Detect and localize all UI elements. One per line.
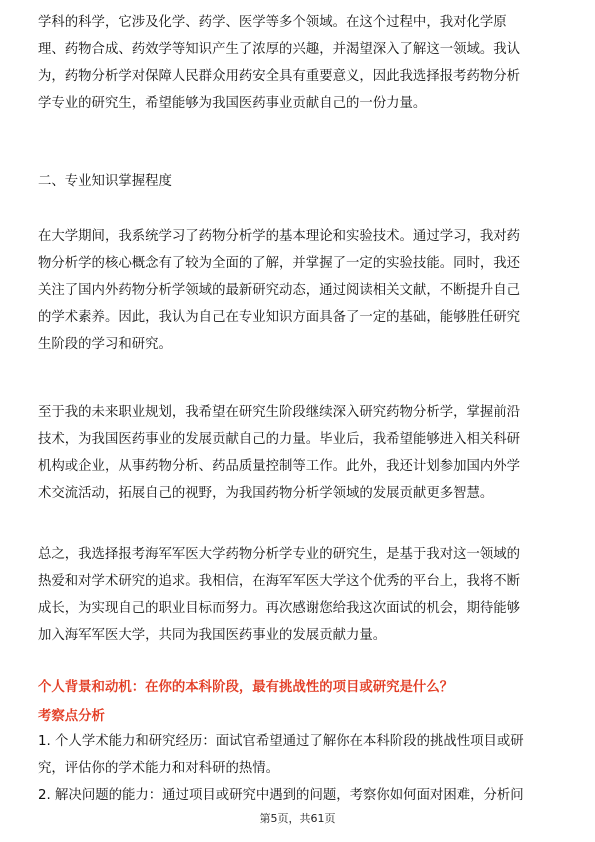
- paragraph-intro: [38, 9, 560, 117]
- text-line: 技术，为我国医药事业的发展贡献自己的力量。毕业后，我希望能够进入相关科研: [38, 432, 521, 447]
- paragraph-knowledge: [38, 223, 560, 358]
- section-heading: 二、专业知识掌握程度: [38, 174, 172, 189]
- list-item: 1. 个人学术能力和研究经历：面试官希望通过了解你在本科阶段的挑战性项目或研: [38, 734, 524, 749]
- text-line: 究，评估你的学术能力和对科研的热情。: [38, 761, 280, 776]
- text-line: 为，药物分析学对保障人民群众用药安全具有重要意义，因此我选择报考药物分析: [38, 69, 521, 84]
- page-number: 第5页，共61页: [259, 812, 336, 825]
- paragraph-conclusion: [38, 541, 560, 649]
- text-line: 成长，为实现自己的职业目标而努力。再次感谢您给我这次面试的机会，期待能够: [38, 601, 521, 616]
- text-line: 的学术素养。因此，我认为自己在专业知识方面具备了一定的基础，能够胜任研究: [38, 310, 521, 325]
- text-line: 物分析学的核心概念有了较为全面的了解，并掌握了一定的实验技能。同时，我还: [38, 256, 521, 271]
- interview-question: 个人背景和动机：在你的本科阶段，最有挑战性的项目或研究是什么？: [38, 680, 454, 695]
- text-line: 在大学期间，我系统学习了药物分析学的基本理论和实验技术。通过学习，我对药: [38, 229, 521, 244]
- analysis-heading: 考察点分析: [38, 709, 105, 724]
- text-line: 术交流活动，拓展自己的视野，为我国药物分析学领域的发展贡献更多智慧。: [38, 486, 494, 501]
- text-line: 生阶段的学习和研究。: [38, 337, 172, 352]
- text-line: 学专业的研究生，希望能够为我国医药事业贡献自己的一份力量。: [38, 96, 427, 111]
- text-line: 总之，我选择报考海军军医大学药物分析学专业的研究生，是基于我对这一领域的: [38, 547, 521, 562]
- list-item: 2. 解决问题的能力：通过项目或研究中遇到的问题，考察你如何面对困难，分析问: [38, 788, 524, 803]
- analysis-list: [38, 728, 560, 809]
- text-line: 关注了国内外药物分析学领域的最新研究动态，通过阅读相关文献，不断提升自己: [38, 283, 521, 298]
- text-line: 理、药物合成、药效学等知识产生了浓厚的兴趣，并渴望深入了解这一领域。我认: [38, 42, 521, 57]
- paragraph-career: [38, 399, 560, 507]
- text-line: 机构或企业，从事药物分析、药品质量控制等工作。此外，我还计划参加国内外学: [38, 459, 521, 474]
- text-line: 热爱和对学术研究的追求。我相信，在海军军医大学这个优秀的平台上，我将不断: [38, 574, 521, 589]
- text-line: 加入海军军医大学，共同为我国医药事业的发展贡献力量。: [38, 628, 387, 643]
- text-line: 至于我的未来职业规划，我希望在研究生阶段继续深入研究药物分析学，掌握前沿: [38, 405, 521, 420]
- text-line: 学科的科学，它涉及化学、药学、医学等多个领域。在这个过程中，我对化学原: [38, 15, 507, 30]
